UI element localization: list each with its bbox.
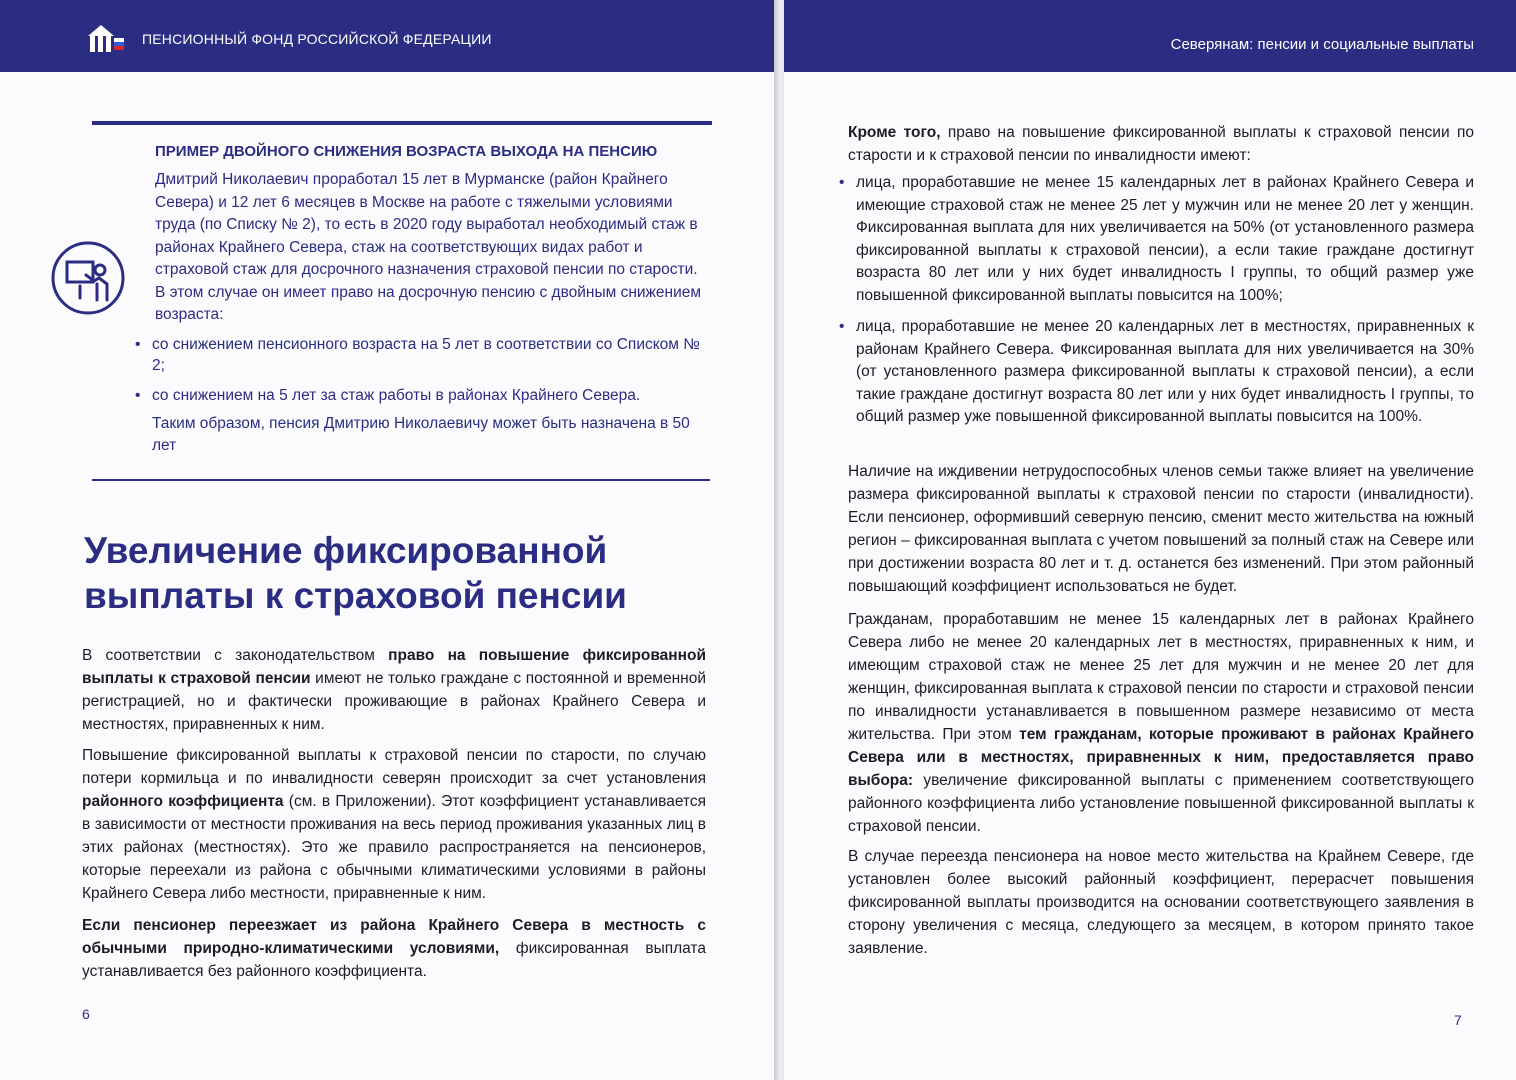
example-conclusion: Таким образом, пенсия Дмитрию Николаевичу может быть назначена в 50 лет [152,415,690,454]
section-heading: Увеличение фиксированной выплаты к страховой пенсии [84,530,627,616]
right-paragraph-1: Наличие на иждивении нетрудоспособных членов семьи также влияет на увеличение размера фиксированной выплаты к страховой пенсии по старости (инвалидности). Если пенсионер, оформивший северную пенсию, сменит место жительства на южный регион – фиксированная выплата с учетом повышений за полный стаж на Севере или при достижении возраста 80 лет и т. д. останется без изменений. При этом районный повышающий коэффициент использоваться не будет. [848,463,1474,595]
organization-name: ПЕНСИОННЫЙ ФОНД РОССИЙСКОЙ ФЕДЕРАЦИИ [142,31,492,47]
presenter-icon [50,240,126,316]
right-header-bar [784,0,1516,72]
right-paragraph-3: В случае переезда пенсионера на новое место жительства на Крайнем Севере, где установлен более высокий районный коэффициент, перерасчет повышения фиксированной выплаты производится на основании соответствующего заявления в сторону увеличения с месяца, следующего за месяцем, в котором принято такое заявление. [848,848,1474,957]
right-page [784,0,1516,1080]
page-number-right: 7 [1454,1012,1462,1028]
left-paragraph-2: Повышение фиксированной выплаты к страховой пенсии по старости, по случаю потери кормильца и по инвалидности северян происходит за счет установления районного коэффициента (см. в Приложении). Этот коэффициент устанавливается в зависимости от местности проживания на весь период проживания указанных лиц в этих районах (местностях). Это же правило распространяется на пенсионеров, которые переехали из района с обычными климатическими условиями в районы Крайнего Севера либо местности, приравненные к ним. [82,747,706,902]
page-number-left: 6 [82,1006,90,1022]
example-bottom-rule [92,479,710,481]
right-bullet-list [856,172,1474,438]
example-bullet: • со снижением пенсионного возраста на 5 лет в соответствии со Списком № 2; [150,334,710,376]
example-title: ПРИМЕР ДВОЙНОГО СНИЖЕНИЯ ВОЗРАСТА ВЫХОДА НА ПЕНСИЮ [155,143,658,160]
example-text: Дмитрий Николаевич проработал 15 лет в Мурманске (район Крайнего Севера) и 12 лет 6 месяцев в Москве на работе с тяжелыми условиями труда (по Списку № 2), то есть в 2020 году выработал необходимый стаж в районах Крайнего Севера, стаж на соответствующих видах работ и страховой стаж для досрочного назначения страховой пенсии по старости. В этом случае он имеет право на досрочную пенсию с двойным снижением возраста: [155,171,702,323]
example-top-rule [92,121,712,125]
pfr-logo-icon [88,22,124,58]
left-paragraph-1: В соответствии с законодательством право на повышение фиксированной выплаты к страховой пенсии имеют не только граждане с постоянной и временной регистрацией, но и фактически проживающие в районах Крайнего Севера и местностях, приравненных к ним. [82,647,707,733]
right-bullet: • лица, проработавшие не менее 15 календарных лет в районах Крайнего Севера и имеющие страховой стаж не менее 25 лет у мужчин или не менее 20 лет у женщин. Фиксированная выплата для них увеличивается на 50% (от установленного размера фиксированной выплаты к страховой пенсии), а если такие граждане достигнут возраста 80 лет или у них будет инвалидность I группы, то общий размер уже повышенной фиксированной выплаты повысится на 100%; [856,172,1474,307]
example-bullet: • со снижением на 5 лет за стаж работы в районах Крайнего Севера. [150,385,710,406]
right-bullet: • лица, проработавшие не менее 20 календарных лет в местностях, приравненных к районам Крайнего Севера. Фиксированная выплата для них увеличивается на 30% (от установленного размера фиксированной выплаты к страховой пенсии), а если такие граждане достигнут возраста 80 лет или у них будет инвалидность I группы, то общий размер уже повышенной фиксированной выплаты повысится на 100%. [856,316,1474,429]
example-bullet-list [150,334,710,415]
right-paragraph-2: Гражданам, проработавшим не менее 15 календарных лет в районах Крайнего Севера либо не менее 20 календарных лет в местностях, приравненных к ним, и имеющим страховой стаж не менее 25 лет для мужчин и не менее 20 лет для женщин, фиксированная выплата к страховой пенсии по старости и страховой пенсии по инвалидности устанавливается в повышенном размере независимо от места жительства. При этом тем гражданам, которые проживают в районах Крайнего Севера или в местностях, приравненных к ним, предоставляется право выбора: увеличение фиксированной выплаты с применением соответствующего районного коэффициента либо установление повышенной фиксированной выплаты к страховой пенсии. [848,611,1474,835]
section-title: Северянам: пенсии и социальные выплаты [1170,36,1474,53]
left-header-bar [0,0,778,72]
left-paragraph-3: Если пенсионер переезжает из района Крайнего Севера в местность с обычными природно-климатическими условиями, фиксированная выплата устанавливается без районного коэффициента. [82,917,706,980]
right-intro: Кроме того, право на повышение фиксированной выплаты к страховой пенсии по старости и к страховой пенсии по инвалидности имеют: [848,124,1474,164]
